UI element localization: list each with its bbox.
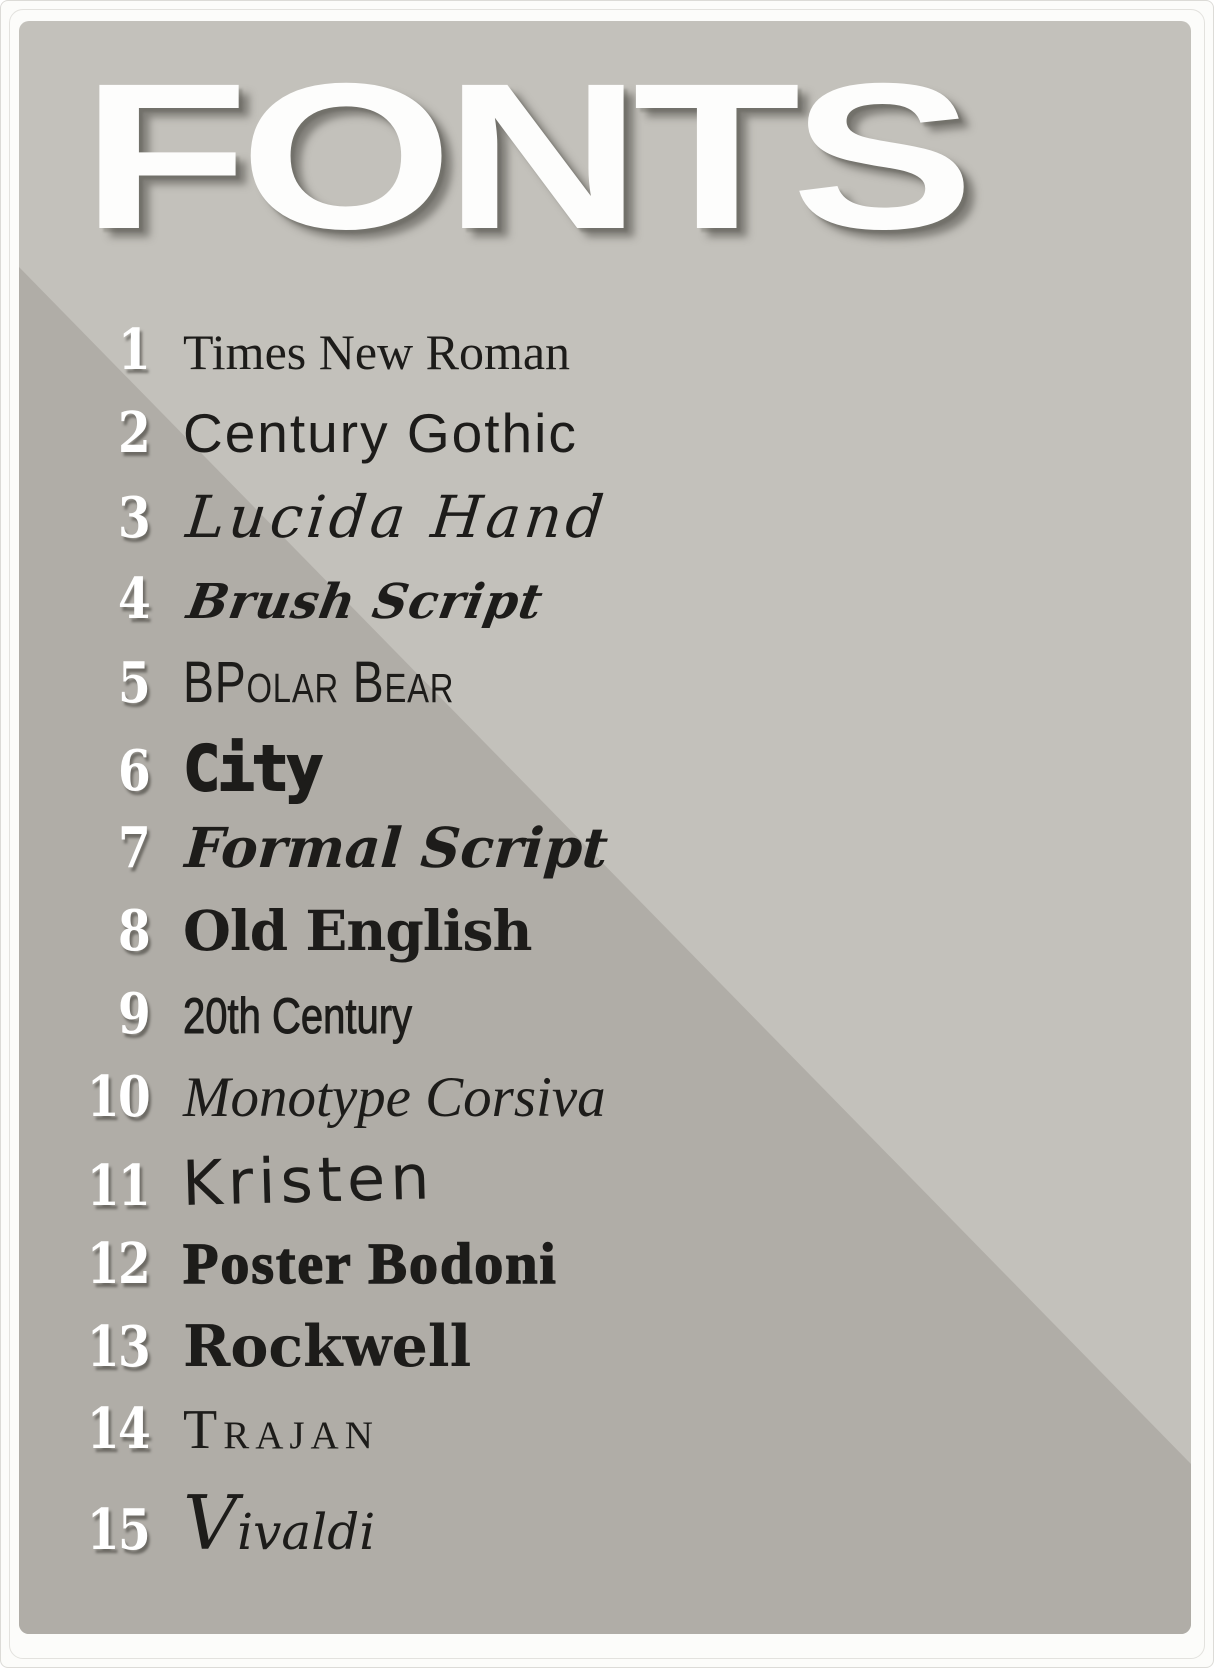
font-rank: 7: [117, 815, 149, 881]
font-list-row: [19, 732, 1191, 815]
font-list-row: [19, 1479, 1191, 1567]
font-list: [19, 317, 1191, 1567]
font-rank: 6: [117, 738, 149, 804]
font-rank: 2: [117, 400, 149, 466]
font-list-row: [19, 1313, 1191, 1396]
font-sample: Century Gothic: [183, 402, 578, 464]
font-list-row: [19, 1140, 1191, 1230]
font-sample: Formal Script: [183, 815, 611, 880]
font-rank: 14: [86, 1396, 149, 1462]
font-list-row: [19, 400, 1191, 483]
font-list-row: [19, 1064, 1191, 1147]
font-sample: Rockwell: [183, 1313, 472, 1380]
font-rank: 3: [117, 485, 149, 551]
font-sample: Old English: [183, 898, 532, 963]
font-sample: Trajan: [183, 1399, 379, 1461]
font-rank: 11: [86, 1153, 149, 1219]
poster-background: [19, 21, 1191, 1634]
font-rank: 4: [117, 566, 149, 632]
font-sample: Lucida Hand: [183, 483, 611, 551]
font-sample: City: [183, 732, 321, 805]
font-rank: 13: [86, 1314, 149, 1380]
font-list-row: [19, 483, 1191, 566]
font-list-row: [19, 1230, 1191, 1313]
font-list-row: [19, 815, 1191, 898]
font-sample: Kristen: [181, 1140, 436, 1220]
font-sample: Vivaldi: [183, 1479, 376, 1567]
font-rank: 1: [117, 317, 149, 383]
font-rank: 15: [86, 1497, 149, 1563]
poster-title: FONTS: [81, 41, 966, 273]
font-sample: Poster Bodoni: [183, 1231, 558, 1296]
font-list-row: [19, 649, 1191, 732]
font-sample: 20th Century: [183, 988, 413, 1044]
font-rank: 9: [117, 981, 149, 1047]
font-rank: 8: [117, 898, 149, 964]
font-list-row: [19, 981, 1191, 1064]
font-rank: 10: [86, 1064, 149, 1130]
font-list-row: [19, 566, 1191, 649]
font-list-row: [19, 898, 1191, 981]
font-sample: Times New Roman: [183, 324, 571, 380]
font-rank: 12: [86, 1231, 149, 1297]
font-list-row: [19, 317, 1191, 400]
font-rank: 5: [117, 650, 149, 716]
font-sample: BPolar Bear: [183, 650, 455, 715]
font-sample: Brush Script: [183, 574, 548, 630]
font-list-row: [19, 1396, 1191, 1479]
font-sample: Monotype Corsiva: [183, 1066, 606, 1129]
